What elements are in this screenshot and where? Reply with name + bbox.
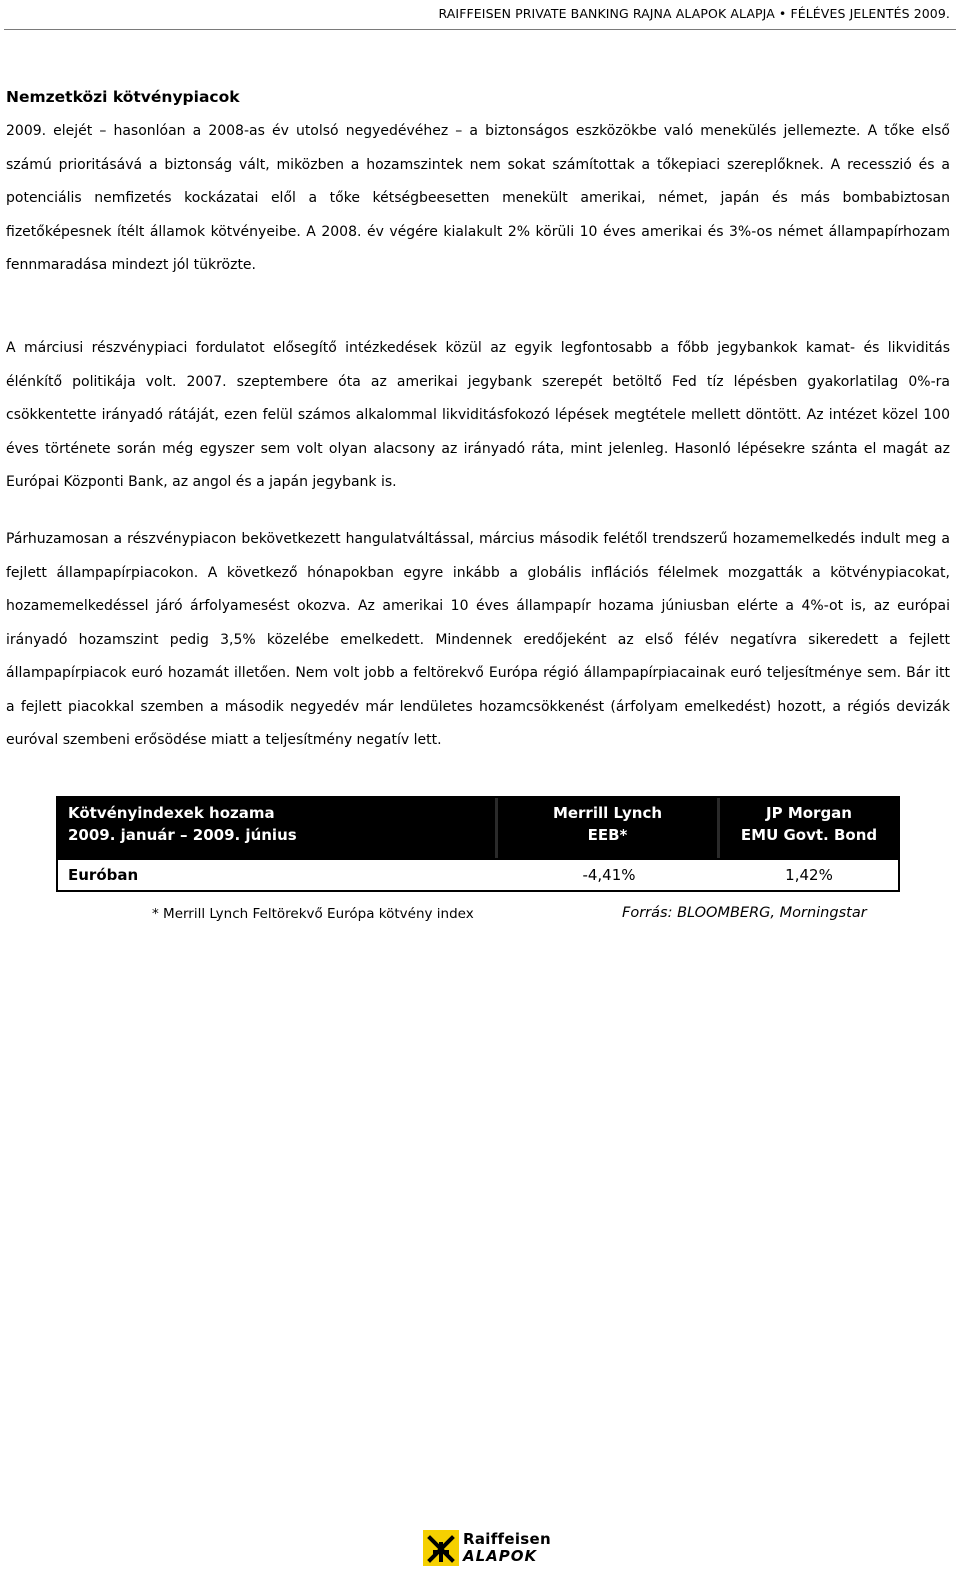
table-header-index-return: [58, 798, 498, 858]
table-footnote: * Merrill Lynch Feltörekvő Európa kötvény index: [152, 906, 474, 922]
table-header-row: [58, 798, 898, 858]
bond-index-table: [56, 796, 900, 892]
header-col1-line1: Kötvényindexek hozama: [68, 804, 275, 822]
table-header-merrill-lynch: [498, 798, 720, 858]
logo-line1: Raiffeisen: [463, 1530, 551, 1548]
paragraph-3: Párhuzamosan a részvénypiacon bekövetkezett hangulatváltással, március második felétől trendszerű hozamemelkedés indult meg a fejlett állampapírpiacokon. A következő hónapokban egyre inkább a globális inflációs félelmek mozgatták a kötvénypiacokat, hozamemelkedéssel járó árfolyamesést okozva. Az amerikai 10 éves állampapír hozama júniusban elérte a 4%-ot is, az európai irányadó hozamszint pedig 3,5% közelébe emelkedett. Mindennek eredőjeként az első félév negatívra sikeredett a fejlett állampapírpiacok euró hozamát illetően. Nem volt jobb a feltörekvő Európa régió állampapírpiacainak euró teljesítménye sem. Bár itt a fejlett piacokkal szemben a második negyedév már lendületes hozamcsökkenést (árfolyam emelkedést) hozott, a régiós devizák euróval szembeni erősödése miatt a teljesítmény negatív lett.: [6, 531, 950, 748]
logo-line2: ALAPOK: [463, 1547, 538, 1565]
header-divider: [4, 29, 956, 30]
header-col3-line1: JP Morgan: [766, 804, 852, 822]
header-col3-line2: EMU Govt. Bond: [740, 826, 878, 844]
table-row: [58, 858, 898, 890]
page-header: RAIFFEISEN PRIVATE BANKING RAJNA ALAPOK ALAPJA • FÉLÉVES JELENTÉS 2009.: [438, 6, 950, 21]
table-source: Forrás: BLOOMBERG, Morningstar: [622, 905, 867, 921]
header-col2-line2: EEB*: [587, 826, 628, 844]
paragraph-2: A márciusi részvénypiaci fordulatot elősegítő intézkedések közül az egyik legfontosabb a főbb jegybankok kamat- és likviditás élénkítő politikája volt. 2007. szeptembere óta az amerikai jegybank szerepét betöltő Fed tíz lépésben gyakorlatilag 0%-ra csökkentette irányadó rátáját, ezen felül számos alkalommal likviditásfokozó lépések megtétele mellett döntött. Az intézet közel 100 éves története során még egyszer sem volt olyan alacsony az irányadó ráta, mint jelenleg. Hasonló lépésekre szánta el magát az Európai Központi Bank, az angol és a japán jegybank is.: [6, 340, 950, 490]
logo-text: [463, 1531, 551, 1565]
raiffeisen-gable-cross-icon: [423, 1530, 459, 1566]
header-col2-line1: Merrill Lynch: [552, 804, 663, 822]
row-jp-morgan-value: 1,42%: [785, 866, 833, 884]
header-col1-line2: 2009. január – 2009. június: [68, 826, 297, 844]
raiffeisen-logo: [423, 1530, 551, 1566]
row-merrill-lynch-value: -4,41%: [582, 866, 636, 884]
table-header-jp-morgan: [720, 798, 898, 858]
section-heading: Nemzetközi kötvénypiacok: [6, 88, 240, 106]
row-label: Euróban: [68, 866, 139, 884]
paragraph-1: 2009. elejét – hasonlóan a 2008-as év utolsó negyedévéhez – a biztonságos eszközökbe való menekülés jellemezte. A tőke első számú prioritásává a biztonság vált, miközben a hozamszintek nem sokat számítottak a tőkepiaci szereplőknek. A recesszió és a potenciális nemfizetés kockázatai elől a tőke kétségbeesetten menekült amerikai, német, japán és más bombabiztosan fizetőképesnek ítélt államok kötvényeibe. A 2008. év végére kialakult 2% körüli 10 éves amerikai és 3%-os német állampapírhozam fennmaradása mindezt jól tükrözte.: [6, 123, 950, 273]
